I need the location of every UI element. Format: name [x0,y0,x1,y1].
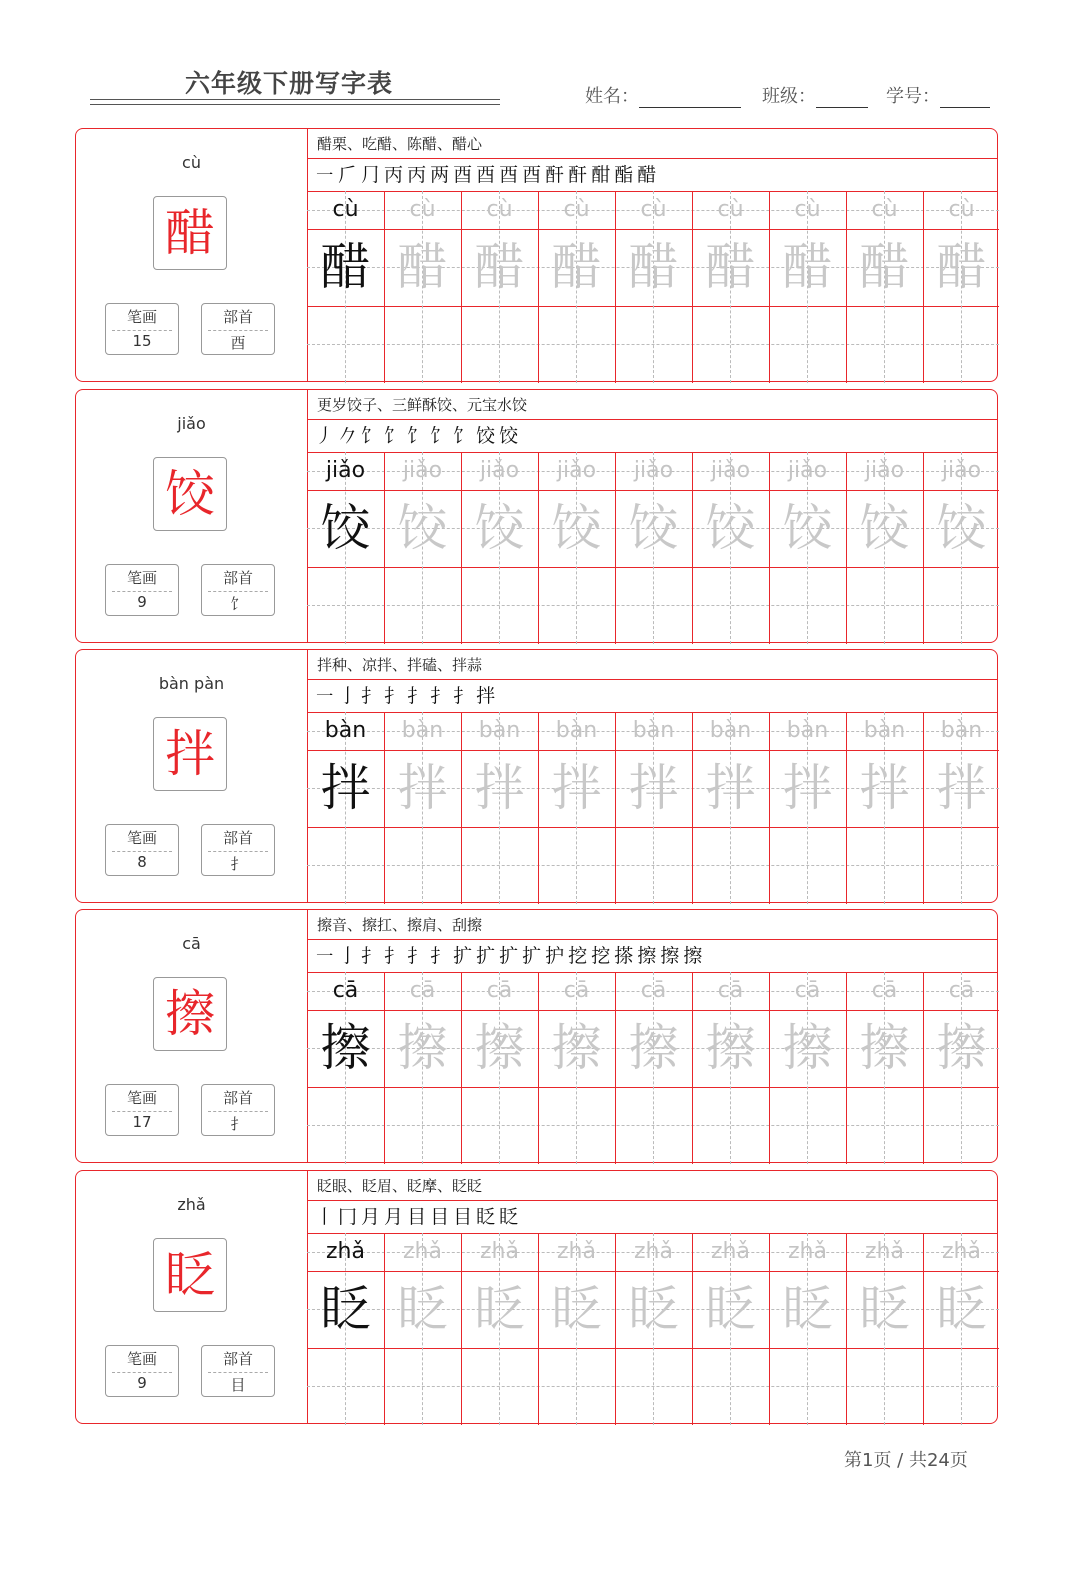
stroke-step: 两 [430,164,450,186]
stroke-step: 丨 [315,1206,335,1228]
model-pinyin: jiǎo [325,458,366,483]
trace-pinyin: cù [486,197,513,222]
radical-box [201,1084,275,1136]
trace-character[interactable]: 拌 [782,759,833,817]
stroke-count-box [105,1084,179,1136]
stroke-step: 酣 [591,164,611,186]
radical-label: 部首 [222,829,253,847]
char-info-panel [76,910,308,1162]
trace-character[interactable]: 擦 [628,1019,679,1077]
trace-pinyin: jiǎo [556,458,597,483]
practice-panel [307,1171,997,1423]
stroke-step: 扩 [499,945,519,967]
trace-pinyin: cā [563,978,590,1003]
trace-pinyin: jiǎo [633,458,674,483]
stroke-count-box [105,303,179,355]
page-footer: 第1页 / 共24页 [844,1450,968,1471]
trace-character[interactable]: 擦 [936,1019,987,1077]
practice-panel [307,129,997,381]
stroke-step: 饣 [384,425,404,447]
stroke-step: 扌 [407,685,427,707]
pinyin-label: jiǎo [177,414,206,433]
trace-character[interactable]: 醋 [474,238,525,296]
trace-character[interactable]: 拌 [397,759,448,817]
trace-character[interactable]: 眨 [397,1280,448,1338]
stroke-order [315,682,499,710]
trace-character[interactable]: 醋 [628,238,679,296]
word-examples: 眨眼、眨眉、眨摩、眨眨 [317,1177,483,1195]
trace-pinyin: bàn [555,718,598,743]
trace-character[interactable]: 眨 [474,1280,525,1338]
char-card [75,128,998,382]
radical-value: 饣 [230,595,246,613]
model-character: 拌 [320,759,371,817]
main-character: 擦 [153,977,227,1051]
stroke-step: 扌 [407,945,427,967]
stroke-count-label: 笔画 [126,1089,157,1107]
stroke-step: 月 [384,1206,404,1228]
stroke-step: 酐 [545,164,565,186]
trace-character[interactable]: 擦 [859,1019,910,1077]
radical-value: 扌 [230,855,246,873]
main-character: 醋 [153,196,227,270]
stroke-step: 酉 [453,164,473,186]
stroke-step: 月 [361,1206,381,1228]
stroke-count-label: 笔画 [126,308,157,326]
stroke-step: 亅 [338,685,358,707]
radical-value: 扌 [230,1115,246,1133]
radical-value: 目 [230,1376,246,1394]
trace-pinyin: bàn [632,718,675,743]
stroke-order [315,1203,522,1231]
stroke-step: 丿 [315,425,335,447]
stroke-step: 护 [545,945,565,967]
title-underline [90,99,500,100]
trace-pinyin: jiǎo [402,458,443,483]
trace-character[interactable]: 眨 [936,1280,987,1338]
pinyin-label: cā [182,934,201,953]
radical-label: 部首 [222,1089,253,1107]
trace-character[interactable]: 醋 [397,238,448,296]
stroke-step: 丙 [384,164,404,186]
stroke-count-label: 笔画 [126,1350,157,1368]
trace-character[interactable]: 眨 [705,1280,756,1338]
radical-box [201,564,275,616]
class-label: 班级： [762,86,816,107]
char-card [75,1170,998,1424]
trace-pinyin: bàn [786,718,829,743]
class-field[interactable] [762,82,868,108]
radical-box [201,1345,275,1397]
stroke-step: 丙 [407,164,427,186]
stroke-step: 目 [430,1206,450,1228]
stroke-step: 扌 [361,945,381,967]
radical-value: 酉 [230,334,246,352]
stroke-count-value: 17 [132,1113,152,1131]
title-underline-2 [90,104,500,105]
trace-pinyin: jiǎo [941,458,982,483]
trace-character[interactable]: 醋 [705,238,756,296]
trace-pinyin: cā [486,978,513,1003]
stroke-count-box [105,824,179,876]
stroke-step: 𠂆 [338,164,358,186]
word-examples: 醋栗、吃醋、陈醋、醋心 [317,135,483,153]
model-pinyin: cā [332,978,359,1003]
number-field[interactable] [886,82,990,108]
stroke-step: 饣 [453,425,473,447]
stroke-step: 酯 [614,164,634,186]
trace-character[interactable]: 饺 [859,499,910,557]
stroke-step: 亅 [338,945,358,967]
stroke-step: 酐 [568,164,588,186]
model-character: 醋 [320,238,371,296]
trace-pinyin: jiǎo [479,458,520,483]
trace-pinyin: zhǎ [942,1239,981,1264]
model-character: 眨 [320,1280,371,1338]
trace-character[interactable]: 擦 [782,1019,833,1077]
stroke-step: 扌 [430,685,450,707]
stroke-step: ㇐ [315,685,335,707]
stroke-count-box [105,1345,179,1397]
pinyin-label: cù [182,153,201,172]
number-label: 学号： [886,86,940,107]
char-card [75,909,998,1163]
trace-pinyin: bàn [709,718,752,743]
trace-character[interactable]: 醋 [551,238,602,296]
stroke-count-value: 9 [137,1374,147,1392]
stroke-order [315,422,522,450]
trace-pinyin: bàn [863,718,906,743]
radical-box [201,303,275,355]
stroke-step: 饣 [430,425,450,447]
trace-character[interactable]: 眨 [859,1280,910,1338]
main-character: 饺 [153,457,227,531]
trace-character[interactable]: 擦 [551,1019,602,1077]
class-blank[interactable] [816,87,868,108]
trace-pinyin: cù [871,197,898,222]
trace-pinyin: jiǎo [864,458,905,483]
stroke-step: 饣 [361,425,381,447]
radical-label: 部首 [222,1350,253,1368]
stroke-count-label: 笔画 [126,569,157,587]
stroke-count-value: 15 [132,332,152,350]
trace-pinyin: zhǎ [557,1239,596,1264]
practice-panel [307,390,997,642]
trace-character[interactable]: 拌 [628,759,679,817]
trace-character[interactable]: 醋 [859,238,910,296]
stroke-step: 扌 [453,685,473,707]
radical-box [201,824,275,876]
practice-panel [307,650,997,902]
trace-character[interactable]: 饺 [551,499,602,557]
trace-pinyin: cù [948,197,975,222]
name-blank[interactable] [639,87,741,108]
trace-character[interactable]: 眨 [628,1280,679,1338]
trace-character[interactable]: 擦 [397,1019,448,1077]
stroke-step: 酉 [476,164,496,186]
trace-character[interactable]: 拌 [474,759,525,817]
name-field[interactable] [585,82,741,108]
trace-pinyin: jiǎo [710,458,751,483]
stroke-count-box [105,564,179,616]
trace-character[interactable]: 饺 [705,499,756,557]
word-examples: 擦音、擦扛、擦肩、刮擦 [317,916,483,934]
trace-character[interactable]: 饺 [474,499,525,557]
stroke-step: 目 [407,1206,427,1228]
name-label: 姓名： [585,86,639,107]
stroke-count-value: 9 [137,593,147,611]
stroke-step: 扌 [361,685,381,707]
model-pinyin: zhǎ [326,1239,365,1264]
stroke-step: 扌 [430,945,450,967]
stroke-step: ㇐ [315,945,335,967]
stroke-step: 饣 [407,425,427,447]
model-character: 擦 [320,1019,371,1077]
trace-pinyin: zhǎ [403,1239,442,1264]
char-card [75,389,998,643]
trace-character[interactable]: 饺 [397,499,448,557]
trace-character[interactable]: 饺 [782,499,833,557]
trace-pinyin: cā [409,978,436,1003]
page-title: 六年级下册写字表 [185,69,394,98]
trace-character[interactable]: 拌 [936,759,987,817]
stroke-step: 扩 [522,945,542,967]
trace-pinyin: zhǎ [788,1239,827,1264]
stroke-step: 扩 [476,945,496,967]
trace-pinyin: zhǎ [865,1239,904,1264]
stroke-step: 饺 [476,425,496,447]
trace-pinyin: cā [871,978,898,1003]
stroke-step: 眨 [499,1206,519,1228]
stroke-step: 挖 [591,945,611,967]
main-character: 眨 [153,1238,227,1312]
trace-pinyin: zhǎ [634,1239,673,1264]
radical-label: 部首 [222,308,253,326]
trace-pinyin: bàn [401,718,444,743]
number-blank[interactable] [940,87,990,108]
char-card [75,649,998,903]
practice-panel [307,910,997,1162]
stroke-step: 挖 [568,945,588,967]
stroke-step: 拌 [476,685,496,707]
stroke-step: 冂 [338,1206,358,1228]
char-info-panel [76,129,308,381]
trace-pinyin: zhǎ [711,1239,750,1264]
trace-character[interactable]: 拌 [859,759,910,817]
stroke-step: ㇐ [315,164,335,186]
stroke-step: 扌 [384,945,404,967]
model-character: 饺 [320,499,371,557]
stroke-order [315,161,660,189]
trace-character[interactable]: 醋 [782,238,833,296]
stroke-step: 酉 [522,164,542,186]
stroke-step: 擦 [683,945,703,967]
trace-pinyin: cā [948,978,975,1003]
char-info-panel [76,650,308,902]
stroke-step: 扩 [453,945,473,967]
trace-character[interactable]: 饺 [628,499,679,557]
stroke-count-label: 笔画 [126,829,157,847]
trace-character[interactable]: 眨 [551,1280,602,1338]
pinyin-label: bàn pàn [158,674,225,693]
stroke-order [315,942,706,970]
trace-character[interactable]: 擦 [474,1019,525,1077]
stroke-step: 擦 [660,945,680,967]
radical-label: 部首 [222,569,253,587]
trace-pinyin: zhǎ [480,1239,519,1264]
trace-character[interactable]: 擦 [705,1019,756,1077]
model-pinyin: cù [332,197,359,222]
trace-pinyin: cù [640,197,667,222]
trace-pinyin: cā [640,978,667,1003]
main-character: 拌 [153,717,227,791]
trace-character[interactable]: 眨 [782,1280,833,1338]
trace-pinyin: jiǎo [787,458,828,483]
trace-pinyin: cù [409,197,436,222]
trace-pinyin: bàn [940,718,983,743]
stroke-count-value: 8 [137,853,147,871]
stroke-step: 饺 [499,425,519,447]
char-info-panel [76,1171,308,1423]
stroke-step: 眨 [476,1206,496,1228]
word-examples: 拌种、凉拌、拌磕、拌蒜 [317,656,483,674]
pinyin-label: zhǎ [177,1195,206,1214]
stroke-step: 目 [453,1206,473,1228]
trace-character[interactable]: 拌 [551,759,602,817]
trace-character[interactable]: 拌 [705,759,756,817]
stroke-step: 扌 [384,685,404,707]
char-info-panel [76,390,308,642]
trace-pinyin: cā [794,978,821,1003]
trace-character[interactable]: 饺 [936,499,987,557]
stroke-step: 酉 [499,164,519,186]
trace-pinyin: bàn [478,718,521,743]
stroke-step: 𠂊 [338,425,358,447]
stroke-step: 醋 [637,164,657,186]
stroke-step: 搽 [614,945,634,967]
model-pinyin: bàn [324,718,367,743]
trace-pinyin: cù [717,197,744,222]
trace-pinyin: cā [717,978,744,1003]
trace-pinyin: cù [794,197,821,222]
trace-pinyin: cù [563,197,590,222]
stroke-step: 擦 [637,945,657,967]
trace-character[interactable]: 醋 [936,238,987,296]
stroke-step: ⺆ [361,164,381,186]
word-examples: 更岁饺子、三鲜酥饺、元宝水饺 [317,396,528,414]
